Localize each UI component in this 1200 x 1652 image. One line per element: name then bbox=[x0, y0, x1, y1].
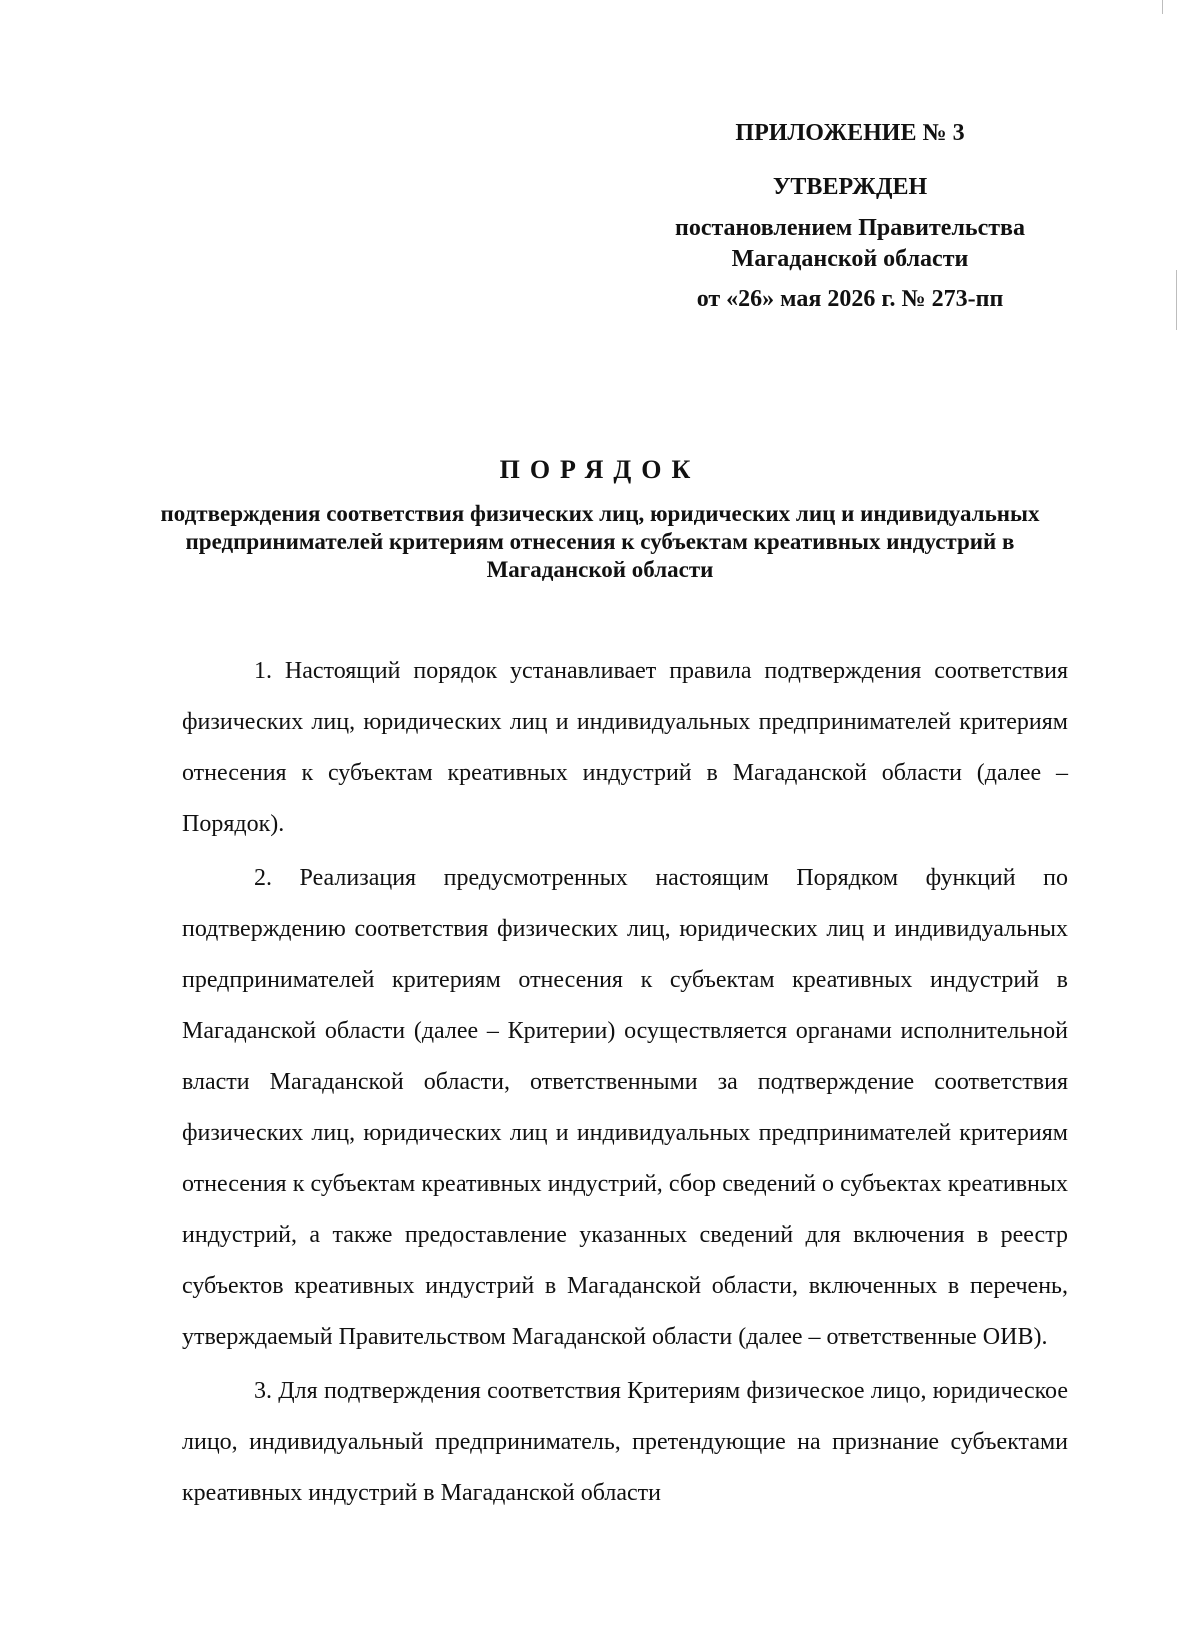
decree-line: Магаданской области bbox=[731, 246, 969, 272]
paragraph: 2. Реализация предусмотренных настоящим Порядком функций по подтверждению соответствия физических лиц, юридических лиц и индивидуальных предпринимателей критериям отнесения к субъектам креативных индустрий в Магаданской области (далее – Критерии) осуществляется органами исполнительной власти Магаданской области, ответственными за подтверждение соответствия физических лиц, юридических лиц и индивидуальных предпринимателей критериям отнесения к субъектам креативных индустрий, сбор сведений о субъектах креативных индустрий, а также предоставление указанных сведений для включения в реестр субъектов креативных индустрий в Магаданской области, включенных в перечень, утверждаемый Правительством Магаданской области (далее – ответственные ОИВ). bbox=[182, 865, 1068, 1350]
appendix-label: ПРИЛОЖЕНИЕ № 3 bbox=[735, 120, 965, 146]
document-body bbox=[182, 646, 1068, 1522]
decree-line: постановлением Правительства bbox=[674, 215, 1025, 241]
document-title: ПОРЯДОК bbox=[499, 455, 701, 484]
document-subtitle: подтверждения соответствия физических лиц, юридических лиц и индивидуальных предпринимателей критериям отнесения к субъектам креативных индустрий в Магаданской области bbox=[160, 501, 1040, 582]
scan-edge-mark bbox=[1162, 0, 1163, 14]
scan-edge-mark bbox=[1176, 270, 1177, 330]
approved-label: УТВЕРЖДЕН bbox=[772, 174, 928, 200]
paragraph: 3. Для подтверждения соответствия Критериям физическое лицо, юридическое лицо, индивидуальный предприниматель, претендующие на признание субъектами креативных индустрий в Магаданской области bbox=[182, 1378, 1068, 1506]
paragraph: 1. Настоящий порядок устанавливает правила подтверждения соответствия физических лиц, юридических лиц и индивидуальных предпринимателей критериям отнесения к субъектам креативных индустрий в Магаданской области (далее – Порядок). bbox=[182, 658, 1068, 837]
decree-date: от «26» мая 2026 г. № 273-пп bbox=[696, 286, 1004, 312]
